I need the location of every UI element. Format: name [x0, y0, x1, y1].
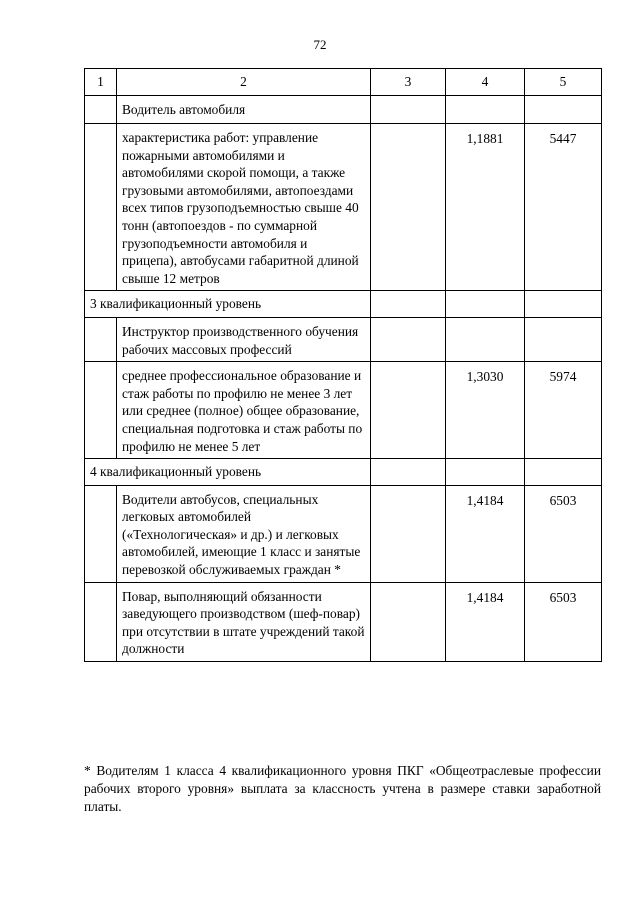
position-title: Водитель автомобиля [117, 96, 371, 124]
table-cell [525, 459, 602, 486]
table-cell [525, 291, 602, 318]
table-cell [371, 485, 446, 582]
position-title: Повар, выполняющий обязанности заведующего производством (шеф-повар) при отсутствии в штате учреждений такой должности [117, 582, 371, 661]
table-cell [446, 291, 525, 318]
table-row [85, 582, 602, 661]
coefficient-cell: 1,4184 [446, 485, 525, 582]
section-row [85, 291, 602, 318]
table-cell [85, 582, 117, 661]
coefficient-cell [446, 317, 525, 361]
footnote: * Водителям 1 класса 4 квалификационного уровня ПКГ «Общеотраслевые профессии рабочих второго уровня» выплата за классность учтена в размере ставки заработной платы. [84, 763, 601, 814]
header-cell: 3 [371, 69, 446, 96]
coefficient-cell: 1,3030 [446, 362, 525, 459]
table-cell [85, 96, 117, 124]
position-title: Инструктор производственного обучения рабочих массовых профессий [117, 317, 371, 361]
table-cell [371, 582, 446, 661]
table-row [85, 485, 602, 582]
table-row [85, 317, 602, 361]
table-row [85, 362, 602, 459]
salary-cell: 5974 [525, 362, 602, 459]
table-cell [371, 291, 446, 318]
page-number: 72 [313, 37, 327, 52]
table-cell [85, 317, 117, 361]
coefficient-cell: 1,1881 [446, 124, 525, 291]
salary-cell: 6503 [525, 582, 602, 661]
salary-cell [525, 317, 602, 361]
coefficient-cell [446, 96, 525, 124]
salary-cell: 6503 [525, 485, 602, 582]
table-cell [85, 124, 117, 291]
qualification-table [84, 68, 602, 662]
header-cell: 5 [525, 69, 602, 96]
salary-cell: 5447 [525, 124, 602, 291]
table-cell [371, 96, 446, 124]
section-title: 3 квалификационный уровень [85, 291, 371, 318]
salary-cell [525, 96, 602, 124]
table-cell [85, 362, 117, 459]
table-cell [446, 459, 525, 486]
position-description: характеристика работ: управление пожарными автомобилями и автомобилями скорой помощи, а также грузовыми автомобилями, автопоездами всех типов грузоподъемностью свыше 40 тонн (автопоездов - по суммарной грузоподъемности автомобиля и прицепа), автобусами габаритной длиной свыше 12 метров [117, 124, 371, 291]
position-title: Водители автобусов, специальных легковых автомобилей («Технологическая» и др.) и легковых автомобилей, имеющие 1 класс и занятые перевозкой обслуживаемых граждан * [117, 485, 371, 582]
table-cell [85, 485, 117, 582]
header-cell: 1 [85, 69, 117, 96]
header-cell: 4 [446, 69, 525, 96]
section-title: 4 квалификационный уровень [85, 459, 371, 486]
header-cell: 2 [117, 69, 371, 96]
table-cell [371, 124, 446, 291]
table-row [85, 124, 602, 291]
section-row [85, 459, 602, 486]
coefficient-cell: 1,4184 [446, 582, 525, 661]
table-row [85, 96, 602, 124]
table-cell [371, 362, 446, 459]
table-cell [371, 459, 446, 486]
table-header-row [85, 69, 602, 96]
table-cell [371, 317, 446, 361]
position-description: среднее профессиональное образование и стаж работы по профилю не менее 3 лет или среднее (полное) общее образование, специальная подготовка и стаж работы по профилю не менее 5 лет [117, 362, 371, 459]
